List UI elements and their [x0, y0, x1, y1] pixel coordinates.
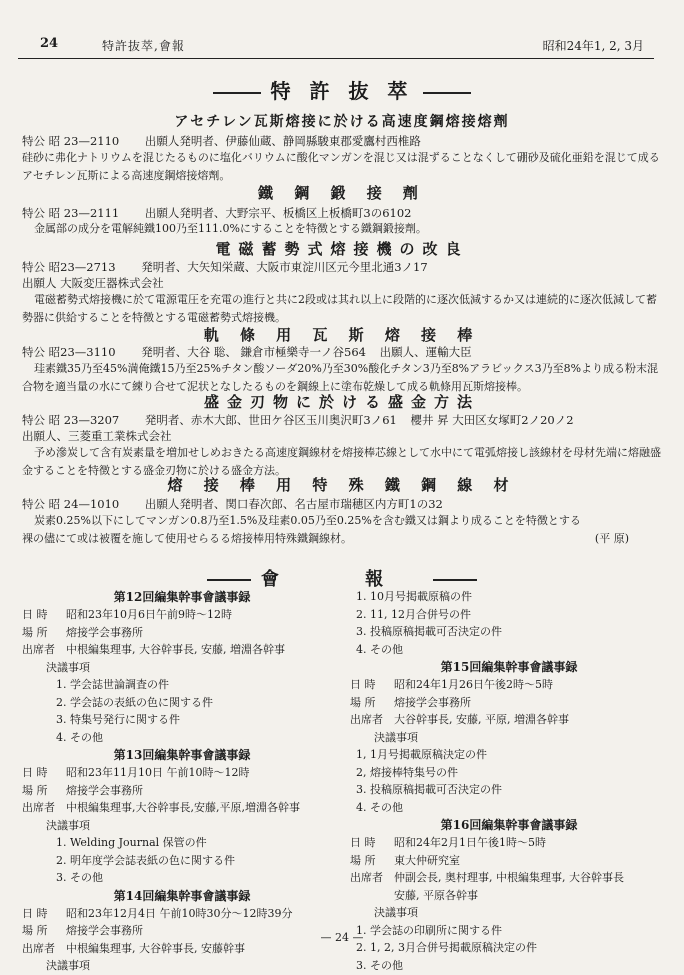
- meeting-place: 場 所 熔接学会事務所: [22, 783, 143, 797]
- meeting-place: 場 所 熔接学会事務所: [22, 924, 143, 937]
- page-header: [18, 34, 654, 56]
- patent-filing: 出願人発明者、伊藤仙蔵、静岡縣駿東郡愛鷹村西椎路: [144, 134, 421, 148]
- resolutions-heading: 決議事項: [374, 730, 418, 744]
- meeting-datetime: 日 時 昭和23年10月6日午前9時〜12時: [22, 608, 232, 621]
- patent-co-inventor: 櫻井 昇 大田区女塚町2ノ20ノ2: [410, 413, 574, 427]
- resolution-item: 2. 1, 2, 3月合併号掲載原稿決定の件: [356, 941, 537, 954]
- patent-info: [22, 205, 662, 221]
- resolution-item: 1. Welding Journal 保管の件: [56, 836, 207, 849]
- resolution-item: 3. その他: [56, 871, 103, 884]
- meetings-right-column: [350, 588, 668, 974]
- resolutions-heading: 決議事項: [46, 818, 90, 832]
- meeting-title: 第13回編集幹事會議事録: [113, 748, 251, 762]
- patent-number: 特公 昭23—2713: [22, 260, 116, 274]
- meeting-attendees-cont: 安藤, 平原各幹事: [394, 888, 478, 902]
- resolution-item: 2. 明年度学会誌表紙の色に関する件: [56, 853, 235, 867]
- resolution-item: 1. 学会誌の印刷所に関する件: [356, 923, 502, 937]
- patent-abstract: 珪素鐵35乃至45%満俺鐵15乃至25%チタン酸ソーダ20%乃至30%酸化チタン3乃至8%アラビックス3乃至8%より成る粉末混合物を適当量の水にて練り合せて泥状となしたるものを鋼線上に塗布乾燥して成る軌條用瓦斯熔接棒。: [22, 362, 659, 393]
- resolutions-heading: 決議事項: [46, 959, 90, 972]
- patent-info: [22, 259, 662, 275]
- title-rule-right: [433, 579, 477, 581]
- patent-filing: 出願人発明者、大野宗平、板橋区上板橋町3の6102: [144, 206, 412, 220]
- meeting-place: 場 所 熔接学会事務所: [22, 625, 143, 639]
- meetings-section-title: 會 報: [0, 565, 684, 591]
- patent-abstract: 電磁蓄勢式熔接機に於て電源電圧を充電の進行と共に2段或は其れ以上に段階的に逐次低減するか又は連続的に逐次低減して蓄勢器に供給することを特徴とする電磁蓄勢式熔接機。: [22, 293, 657, 324]
- meeting-attendees: 出席者 仲副会長, 奥村理事, 中根編集理事, 大谷幹事長: [350, 871, 624, 884]
- meeting-datetime: 日 時 昭和23年12月4日 午前10時30分〜12時39分: [22, 906, 293, 920]
- patent-filing: 発明者、赤木大郎、世田ケ谷区玉川奥沢町3ノ61: [144, 413, 397, 427]
- patent-info: [22, 412, 662, 428]
- resolution-item: 3. その他: [356, 958, 403, 972]
- resolution-item: 4. その他: [356, 800, 403, 814]
- meeting-datetime: 日 時 昭和24年2月1日午後1時〜5時: [350, 836, 546, 849]
- resolution-item: 1. 10月号掲載原稿の件: [356, 590, 472, 603]
- patent-number: 特公 昭 23—2111: [22, 206, 120, 220]
- title-rule-left: [207, 579, 251, 581]
- meeting-place: 場 所 熔接学会事務所: [350, 695, 471, 709]
- resolution-item: 2. 11, 12月合併号の件: [356, 607, 471, 621]
- meeting-attendees: 出席者 中根編集理事, 大谷幹事長, 安藤, 増淵各幹事: [22, 643, 285, 656]
- patent-abstract: 硅砂に弗化ナトリウムを混じたるものに塩化バリウムに酸化マンガンを混じ又は混ずることなくして硼砂及硫化亜鉛を混じて成るアセチレン瓦斯による高速度鋼熔接熔劑。: [22, 151, 660, 182]
- header-rule: [18, 58, 654, 59]
- header-publication: 特許抜萃,會報: [102, 39, 185, 53]
- resolution-item: 4. その他: [356, 642, 403, 656]
- meeting-attendees: 出席者 中根編集理事,大谷幹事長,安藤,平原,増淵各幹事: [22, 801, 300, 814]
- meeting-title: 第12回編集幹事會議事録: [113, 590, 251, 604]
- resolution-item: 2. 学会誌の表紙の色に関する件: [56, 695, 213, 709]
- patent-applicant: 出願人 大阪変圧器株式会社: [22, 276, 164, 290]
- article-title: 盛金刃物に於ける盛金方法: [203, 393, 480, 411]
- resolution-item: 2, 熔接棒特集号の件: [356, 765, 458, 779]
- meeting-place: 場 所 東大仲研究室: [350, 853, 460, 867]
- resolution-item: 3. 特集号発行に関する件: [56, 713, 180, 726]
- meeting-title: 第15回編集幹事會議事録: [440, 660, 578, 674]
- author-signature: (平 原): [594, 532, 629, 545]
- meetings-left-column: [22, 588, 342, 975]
- meeting-datetime: 日 時 昭和23年11月10日 午前10時〜12時: [22, 766, 250, 779]
- patent-number: 特公 昭 24—1010: [22, 497, 120, 511]
- meeting-attendees: 出席者 中根編集理事, 大谷幹事長, 安藤幹事: [22, 941, 245, 955]
- patent-abstract: 予め滲炭して含有炭素量を増加せしめおきたる高速度鋼線材を熔接棒芯線として水中にて電弧熔接し該線材を母材先端に熔融盛金することを特徴とする盛金刃物に於ける盛金方法。: [22, 446, 661, 477]
- meeting-title: 第16回編集幹事會議事録: [440, 818, 578, 832]
- article-title: 電磁蓄勢式熔接機の改良: [215, 240, 469, 258]
- resolution-item: 3. 投稿原稿掲載可否決定の件: [356, 625, 502, 638]
- patent-applicant: 出願人、三菱重工業株式会社: [22, 429, 172, 443]
- resolution-item: 1, 1月号掲載原稿決定の件: [356, 748, 487, 761]
- title-rule-right: [423, 92, 471, 94]
- patent-abstract: 金属部の成分を電解純鐵100乃至111.0%にすることを特徴とする鐵鋼鍛接劑。: [34, 222, 427, 235]
- patent-info: [22, 344, 662, 360]
- article-title: 熔 接 棒 用 特 殊 鐵 鋼 線 材: [167, 476, 517, 494]
- resolution-item: 3. 投稿原稿掲載可否決定の件: [356, 783, 502, 796]
- meeting-title: 第14回編集幹事會議事録: [113, 888, 251, 903]
- meeting-datetime: 日 時 昭和24年1月26日午後2時〜5時: [350, 678, 553, 691]
- resolutions-heading: 決議事項: [46, 660, 90, 674]
- patent-number: 特公 昭 23—3207: [22, 413, 120, 427]
- header-page-number: 24: [40, 36, 59, 51]
- resolutions-heading: 決議事項: [374, 906, 418, 919]
- patent-filing: 出願人発明者、関口春次郎、名古屋市瑞穂区内方町1の32: [144, 497, 443, 511]
- patent-info: [22, 496, 662, 512]
- resolution-item: 4. その他: [56, 730, 103, 744]
- article-title: 鐵 鋼 鍛 接 劑: [258, 184, 426, 202]
- article-title: アセチレン瓦斯熔接に於ける高速度鋼熔接熔劑: [174, 114, 510, 130]
- title-rule-left: [213, 92, 261, 94]
- patent-info: [22, 133, 662, 149]
- footer-page-number: — 24 —: [320, 931, 364, 944]
- patent-applicant: 出願人、運輸大臣: [379, 345, 472, 359]
- patent-filing: 発明者、大矢知栄蔵、大阪市東淀川区元今里北通3ノ17: [141, 260, 428, 274]
- patent-abstract: 炭素0.25%以下にしてマンガン0.8乃至1.5%及珪素0.05乃至0.25%を含む鐵又は鋼より成ることを特徴とする裸の儘にて或は被覆を施して使用せらるる熔接棒用特殊鐵鋼線材。: [22, 514, 581, 545]
- article-title: 軌 條 用 瓦 斯 熔 接 棒: [203, 326, 481, 344]
- resolution-item: 1. 学会誌世論調査の件: [56, 678, 169, 691]
- patent-number: 特公 昭23—3110: [22, 345, 116, 359]
- meeting-attendees: 出席者 大谷幹事長, 安藤, 平原, 増淵各幹事: [350, 713, 569, 726]
- header-date: 昭和24年1, 2, 3月: [542, 39, 644, 53]
- patents-section-title: 特 許 抜 萃: [0, 75, 684, 104]
- patent-number: 特公 昭 23—2110: [22, 134, 120, 148]
- patent-filing: 発明者、大谷 聡、 鎌倉市極樂寺一ノ谷564: [141, 345, 366, 359]
